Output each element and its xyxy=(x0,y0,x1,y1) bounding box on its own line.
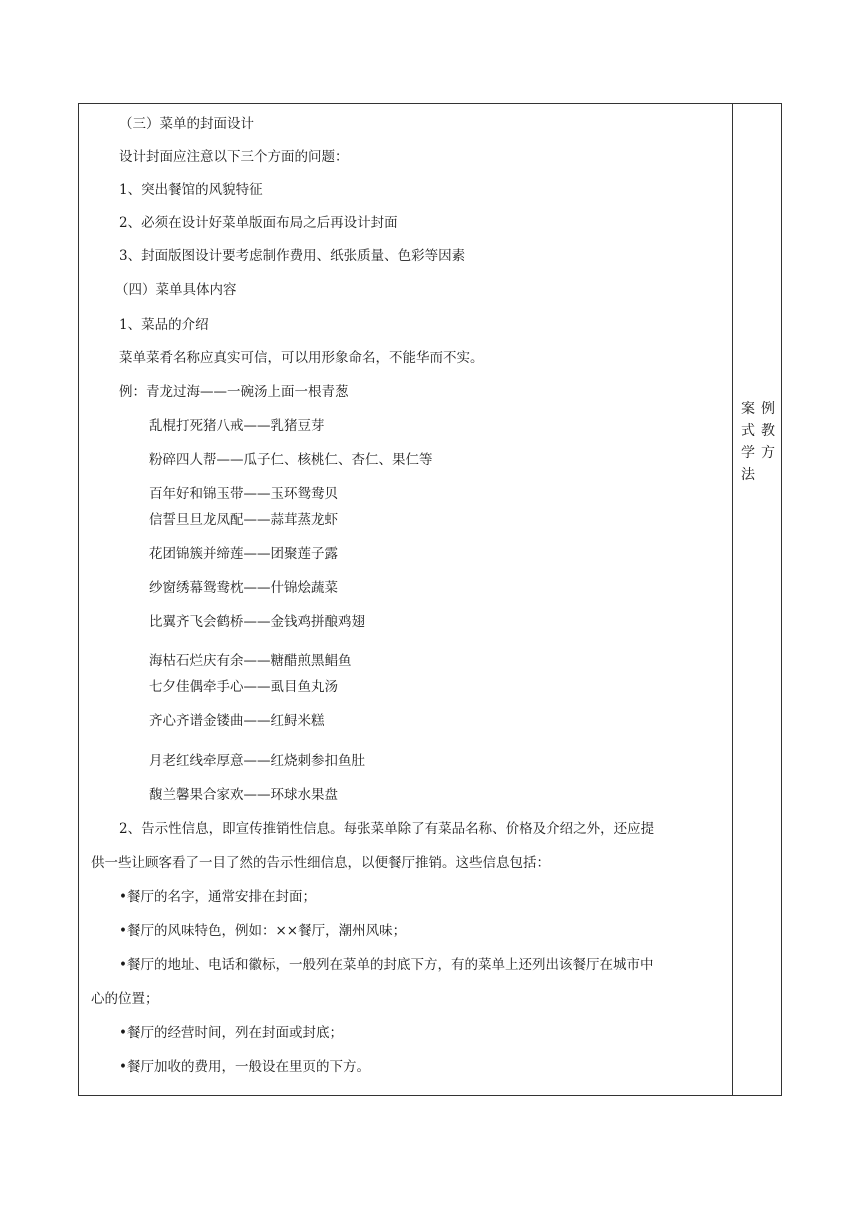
dish-intro-text: 菜单菜肴名称应真实可信，可以用形象命名，不能华而不实。 xyxy=(119,350,484,366)
example-line: 百年好和锦玉带——玉环鸳鸯贝 xyxy=(149,486,338,502)
example-line: 花团锦簇并缔莲——团聚莲子露 xyxy=(149,546,338,562)
bullet-item: •餐厅的名字，通常安排在封面； xyxy=(119,889,316,905)
cover-point: 2、必须在设计好菜单版面布局之后再设计封面 xyxy=(119,215,398,231)
example-line: 海枯石烂庆有余——糖醋煎黑鲳鱼 xyxy=(149,653,352,669)
example-line: 乱棍打死猪八戒——乳猪豆芽 xyxy=(149,418,325,434)
lesson-table xyxy=(78,103,782,1096)
bullet-item: •餐厅的风味特色，例如：××餐厅，潮州风味； xyxy=(119,923,407,939)
example-line: 例：青龙过海——一碗汤上面一根青葱 xyxy=(119,384,349,400)
cover-heading: （三）菜单的封面设计 xyxy=(119,116,254,132)
column-divider xyxy=(732,104,733,1095)
example-line: 纱窗绣幕鸳鸯枕——什锦烩蔬菜 xyxy=(149,580,338,596)
teaching-method-line: 案例 xyxy=(741,401,781,417)
content-cell xyxy=(79,104,732,1095)
notice-paragraph-line: 供一些让顾客看了一目了然的告示性细信息，以便餐厅推销。这些信息包括： xyxy=(91,855,550,871)
teaching-method-cell xyxy=(733,398,783,486)
content-heading: （四）菜单具体内容 xyxy=(115,282,237,298)
example-line: 比翼齐飞会鹤桥——金钱鸡拼酿鸡翅 xyxy=(149,614,365,630)
example-line: 月老红线牵厚意——红烧刺参扣鱼肚 xyxy=(149,753,365,769)
example-line: 七夕佳偶牵手心——虱目鱼丸汤 xyxy=(149,679,338,695)
teaching-method-line: 学方 xyxy=(741,445,781,461)
bullet-item: •餐厅的经营时间，列在封面或封底； xyxy=(119,1025,343,1041)
example-line: 齐心齐谱金镂曲——红鲟米糕 xyxy=(149,713,325,729)
bullet-item: •餐厅加收的费用，一般设在里页的下方。 xyxy=(119,1059,370,1075)
notice-paragraph-line: 2、告示性信息，即宣传推销性信息。每张菜单除了有菜品名称、价格及介绍之外，还应提 xyxy=(119,821,655,837)
dish-intro-title: 1、菜品的介绍 xyxy=(119,317,209,333)
cover-point: 1、突出餐馆的风貌特征 xyxy=(119,182,263,198)
cover-intro: 设计封面应注意以下三个方面的问题： xyxy=(119,149,349,165)
teaching-method-line: 法 xyxy=(741,467,761,483)
example-line: 信誓旦旦龙凤配——蒜茸蒸龙虾 xyxy=(149,512,338,528)
bullet-item: •餐厅的地址、电话和徽标，一般列在菜单的封底下方，有的菜单上还列出该餐厅在城市中 xyxy=(119,957,654,973)
teaching-method-line: 式教 xyxy=(741,423,781,439)
example-line: 馥兰馨果合家欢——环球水果盘 xyxy=(149,787,338,803)
bullet-item-continuation: 心的位置； xyxy=(91,991,159,1007)
cover-point: 3、封面版图设计要考虑制作费用、纸张质量、色彩等因素 xyxy=(119,248,466,264)
example-line: 粉碎四人帮——瓜子仁、核桃仁、杏仁、果仁等 xyxy=(149,452,433,468)
